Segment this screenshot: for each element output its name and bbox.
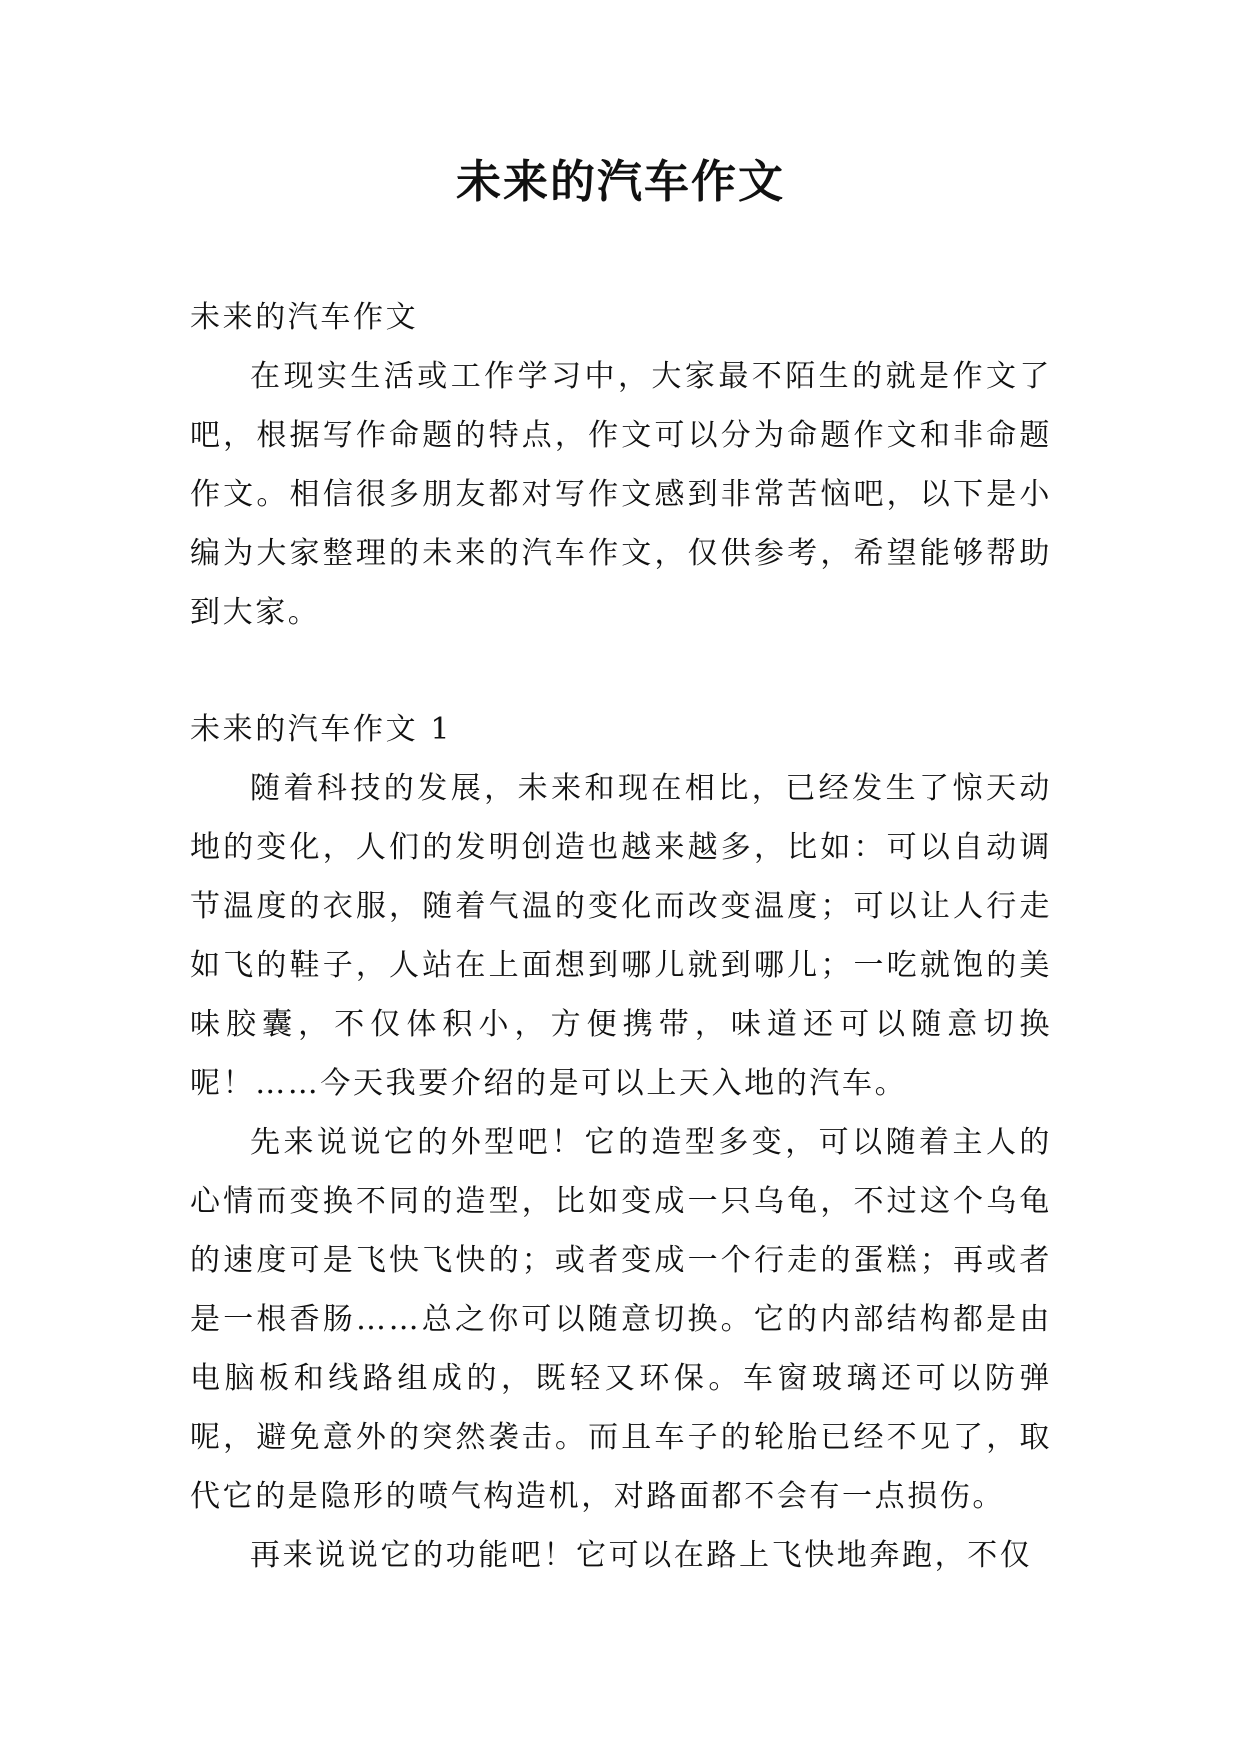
essay-paragraph: 随着科技的发展，未来和现在相比，已经发生了惊天动地的变化，人们的发明创造也越来越多，比如：可以自动调节温度的衣服，随着气温的变化而改变温度；可以让人行走如飞的鞋子，人站在上面想到哪儿就到哪儿；一吃就饱的美味胶囊，不仅体积小，方便携带，味道还可以随意切换呢！……今天我要介绍的是可以上天入地的汽车。 [190,771,1052,1101]
section-heading: 未来的汽车作文 1 [190,712,453,747]
essay-paragraph: 再来说说它的功能吧！它可以在路上飞快地奔跑，不仅 [250,1538,1033,1573]
intro-section [190,288,1052,642]
essay-section-1 [190,700,1052,1585]
intro-heading: 未来的汽车作文 [190,300,419,335]
document-title: 未来的汽车作文 [455,155,785,208]
essay-paragraph: 先来说说它的外型吧！它的造型多变，可以随着主人的心情而变换不同的造型，比如变成一只乌龟，不过这个乌龟的速度可是飞快飞快的；或者变成一个行走的蛋糕；再或者是一根香肠……总之你可以随意切换。它的内部结构都是由电脑板和线路组成的，既轻又环保。车窗玻璃还可以防弹呢，避免意外的突然袭击。而且车子的轮胎已经不见了，取代它的是隐形的喷气构造机，对路面都不会有一点损伤。 [190,1125,1052,1514]
intro-paragraph: 在现实生活或工作学习中，大家最不陌生的就是作文了吧，根据写作命题的特点，作文可以分为命题作文和非命题作文。相信很多朋友都对写作文感到非常苦恼吧，以下是小编为大家整理的未来的汽车作文，仅供参考，希望能够帮助到大家。 [190,359,1052,630]
